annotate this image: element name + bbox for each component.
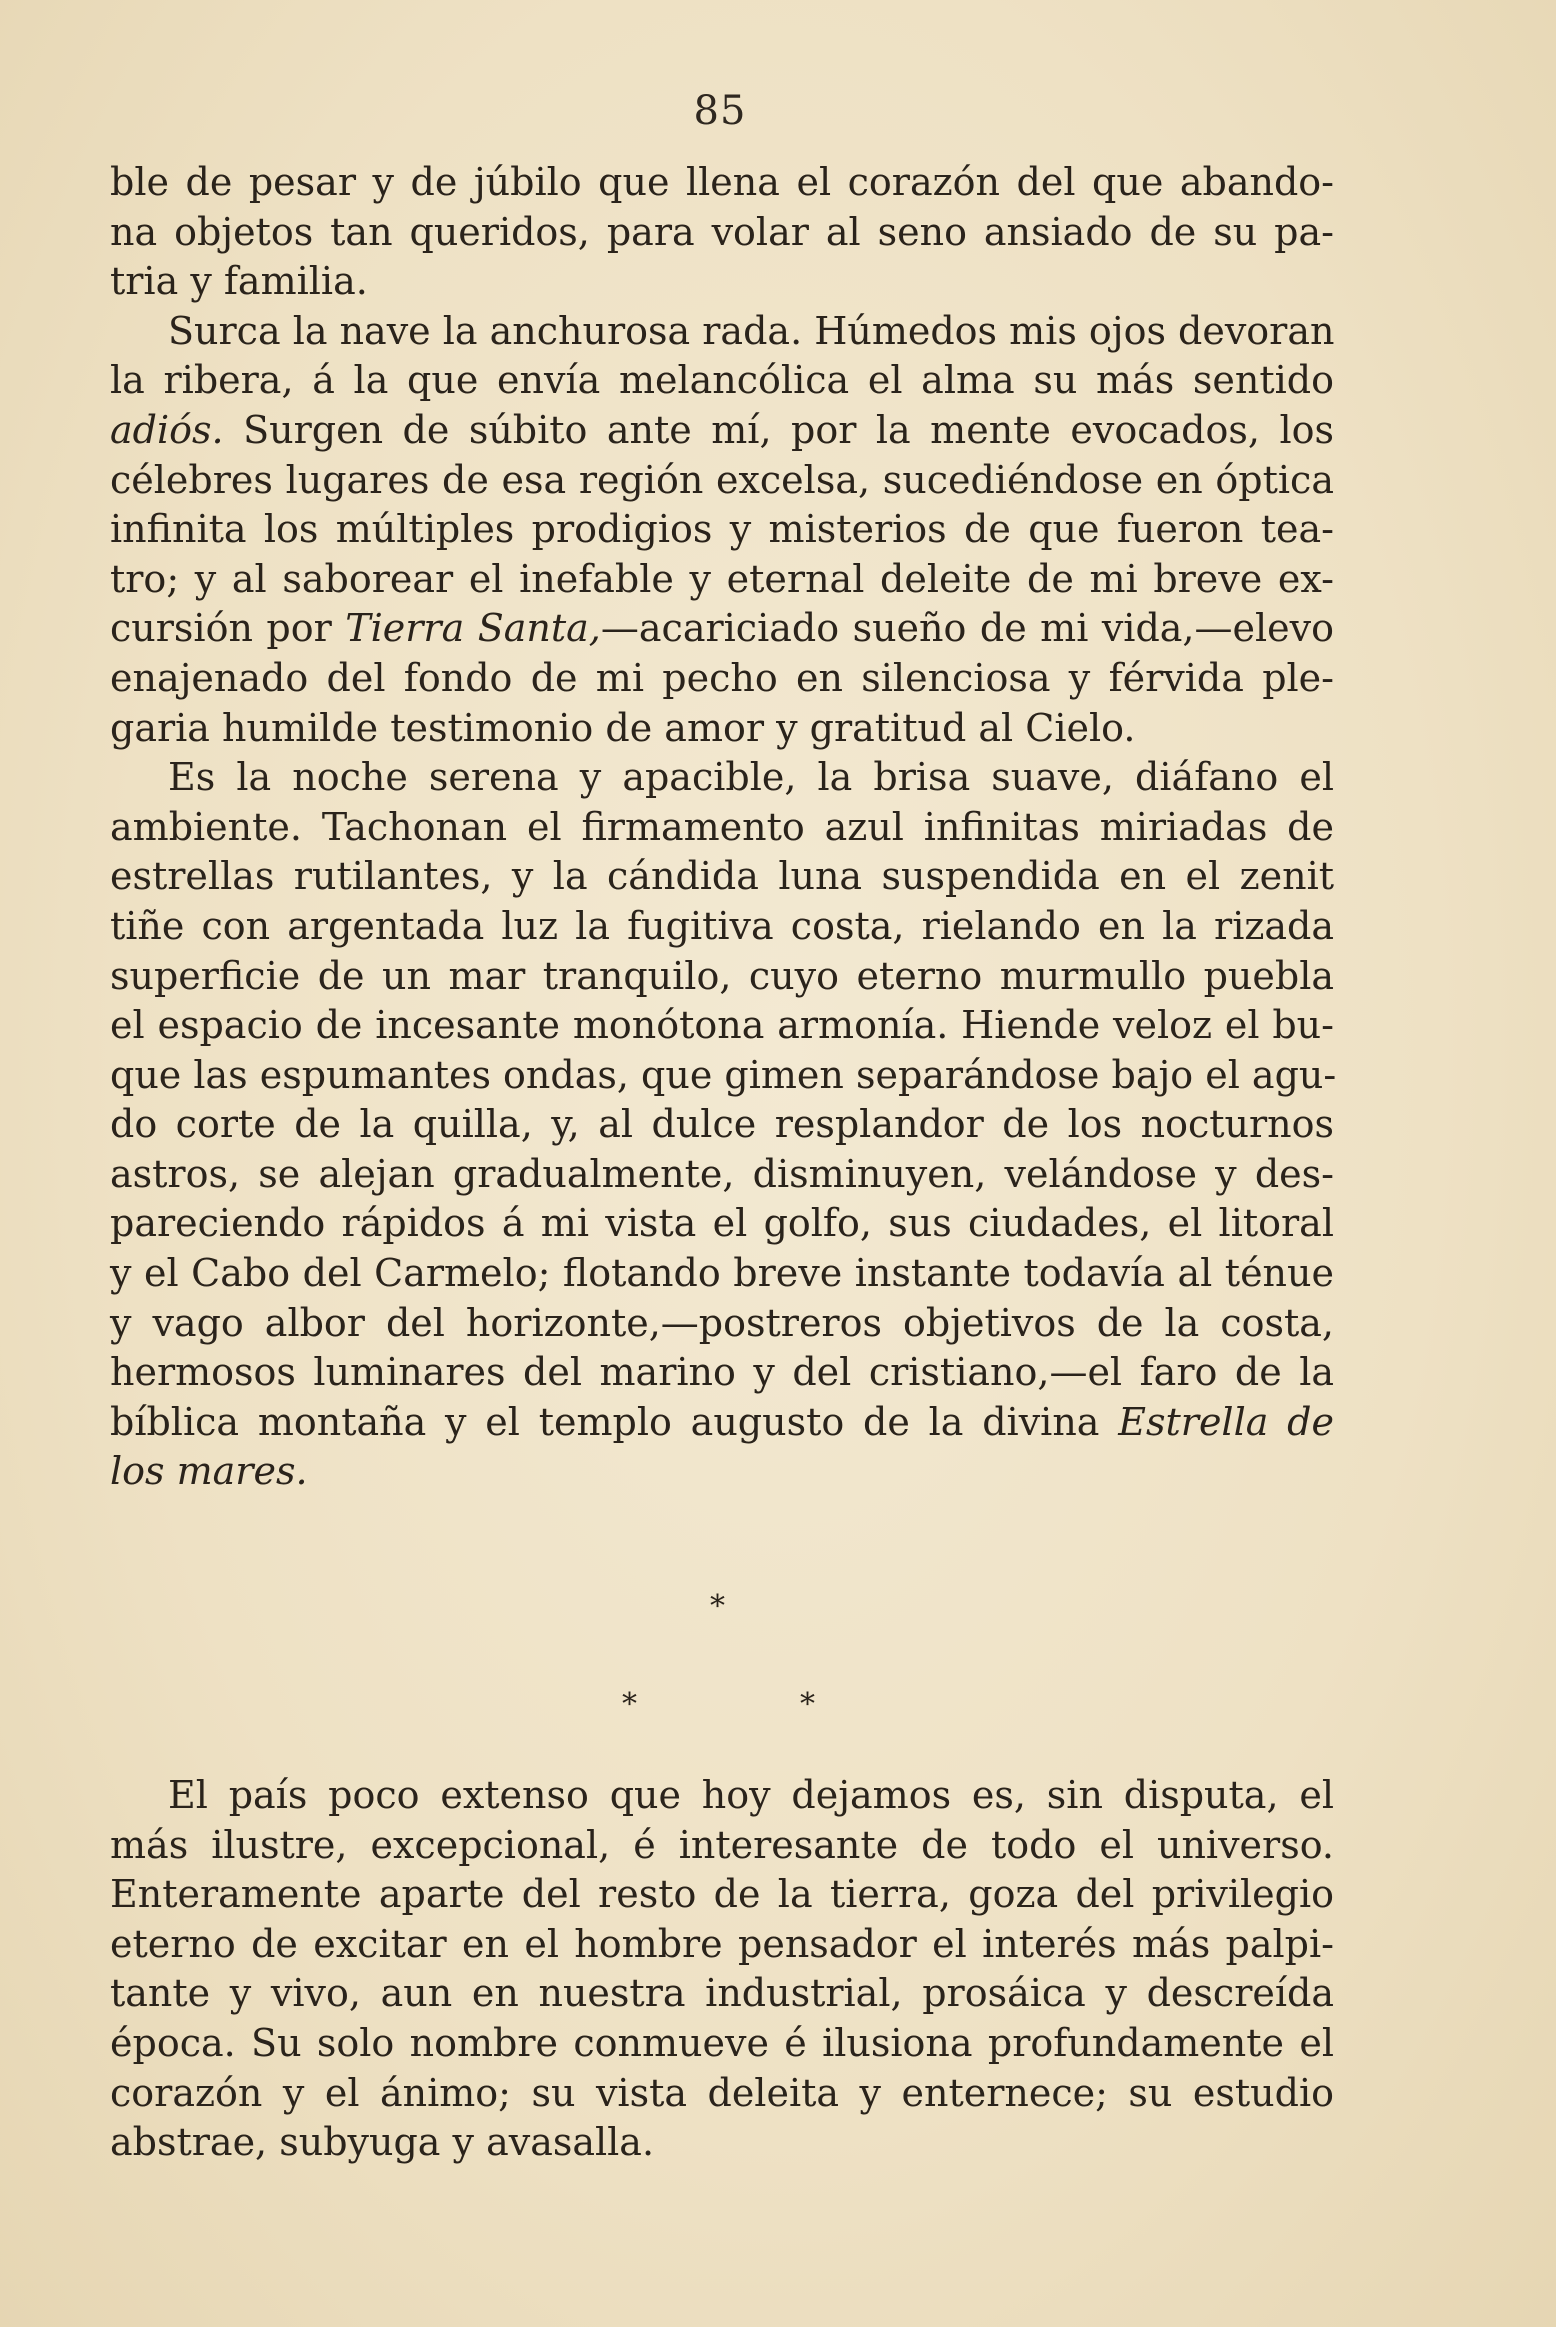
text-line-with-italic bbox=[110, 406, 1334, 456]
text-line-with-italic bbox=[110, 1398, 1334, 1448]
text-line: Surca la nave la anchurosa rada. Húmedos mis ojos devoran bbox=[168, 308, 1335, 353]
text-line-start: cursión por bbox=[110, 606, 332, 651]
asterism-star-top: * bbox=[710, 1589, 725, 1624]
text-line: eterno de excitar en el hombre pensador el interés más palpi- bbox=[110, 1921, 1334, 1966]
text-line: infinita los múltiples prodigios y misterios de que fueron tea- bbox=[110, 507, 1334, 552]
text-line-rest: —acariciado sueño de mi vida,—elevo bbox=[600, 606, 1334, 651]
text-line-with-italic bbox=[110, 604, 1334, 654]
text-line: tante y vivo, aun en nuestra industrial, prosáica y descreída bbox=[110, 1971, 1334, 2016]
text-line: la ribera, á la que envía melancólica el alma su más sentido bbox=[110, 358, 1334, 403]
text-line: Enteramente aparte del resto de la tierra, goza del privilegio bbox=[110, 1872, 1334, 1917]
text-line: ambiente. Tachonan el firmamento azul infinitas miriadas de bbox=[110, 804, 1334, 849]
text-line: y vago albor del horizonte,—postreros objetivos de la costa, bbox=[110, 1300, 1334, 1345]
text-line: más ilustre, excepcional, é interesante de todo el universo. bbox=[110, 1822, 1334, 1867]
text-line: El país poco extenso que hoy dejamos es, sin disputa, el bbox=[168, 1773, 1334, 1817]
text-line: astros, se alejan gradualmente, disminuyen, velándose y des- bbox=[110, 1151, 1334, 1196]
text-line: pareciendo rápidos á mi vista el golfo, sus ciudades, el litoral bbox=[110, 1201, 1334, 1246]
text-line: Es la noche serena y apacible, la brisa suave, diáfano el bbox=[168, 755, 1334, 800]
italic-word-adios: adiós. bbox=[110, 407, 224, 452]
text-line: superficie de un mar tranquilo, cuyo eterno murmullo puebla bbox=[110, 953, 1334, 998]
page-number: 85 bbox=[693, 88, 747, 134]
text-line: tiñe con argentada luz la fugitiva costa, rielando en la rizada bbox=[110, 903, 1334, 948]
asterism-star-left: * bbox=[622, 1687, 637, 1722]
text-line: y el Cabo del Carmelo; flotando breve instante todavía al ténue bbox=[110, 1251, 1334, 1296]
paragraph-block-2 bbox=[110, 1771, 1334, 2168]
text-line: abstrae, subyuga y avasalla. bbox=[110, 2120, 655, 2165]
text-line-start: bíblica montaña y el templo augusto de la divina bbox=[110, 1399, 1100, 1444]
asterism-star-right: * bbox=[800, 1687, 815, 1722]
text-line-rest: Surgen de súbito ante mí, por la mente evocados, los bbox=[243, 407, 1334, 452]
text-line: garia humilde testimonio de amor y gratitud al Cielo. bbox=[110, 705, 1136, 750]
text-line: ble de pesar y de júbilo que llena el corazón del que abando- bbox=[110, 160, 1334, 204]
italic-tierra-santa: Tierra Santa, bbox=[345, 606, 601, 651]
paragraph-block-1 bbox=[110, 158, 1337, 1497]
text-line: tro; y al saborear el inefable y eternal deleite de mi breve ex- bbox=[110, 556, 1334, 601]
text-line: corazón y el ánimo; su vista deleita y enternece; su estudio bbox=[110, 2070, 1334, 2115]
text-line: estrellas rutilantes, y la cándida luna suspendida en el zenit bbox=[110, 854, 1334, 899]
text-line: época. Su solo nombre conmueve é ilusiona profundamente el bbox=[110, 2020, 1334, 2065]
italic-los-mares: los mares. bbox=[110, 1449, 308, 1494]
text-line: que las espumantes ondas, que gimen separándose bajo el agu- bbox=[110, 1052, 1337, 1097]
text-line: el espacio de incesante monótona armonía. Hiende veloz el bu- bbox=[110, 1003, 1334, 1048]
text-line: do corte de la quilla, y, al dulce resplandor de los nocturnos bbox=[110, 1102, 1334, 1147]
text-line: célebres lugares de esa región excelsa, sucediéndose en óptica bbox=[110, 457, 1334, 502]
text-line: enajenado del fondo de mi pecho en silenciosa y férvida ple- bbox=[110, 655, 1334, 700]
text-line: hermosos luminares del marino y del cristiano,—el faro de la bbox=[110, 1350, 1334, 1395]
text-line: na objetos tan queridos, para volar al seno ansiado de su pa- bbox=[110, 209, 1334, 254]
text-line: tria y familia. bbox=[110, 259, 368, 304]
italic-estrella: Estrella de bbox=[1118, 1399, 1334, 1444]
